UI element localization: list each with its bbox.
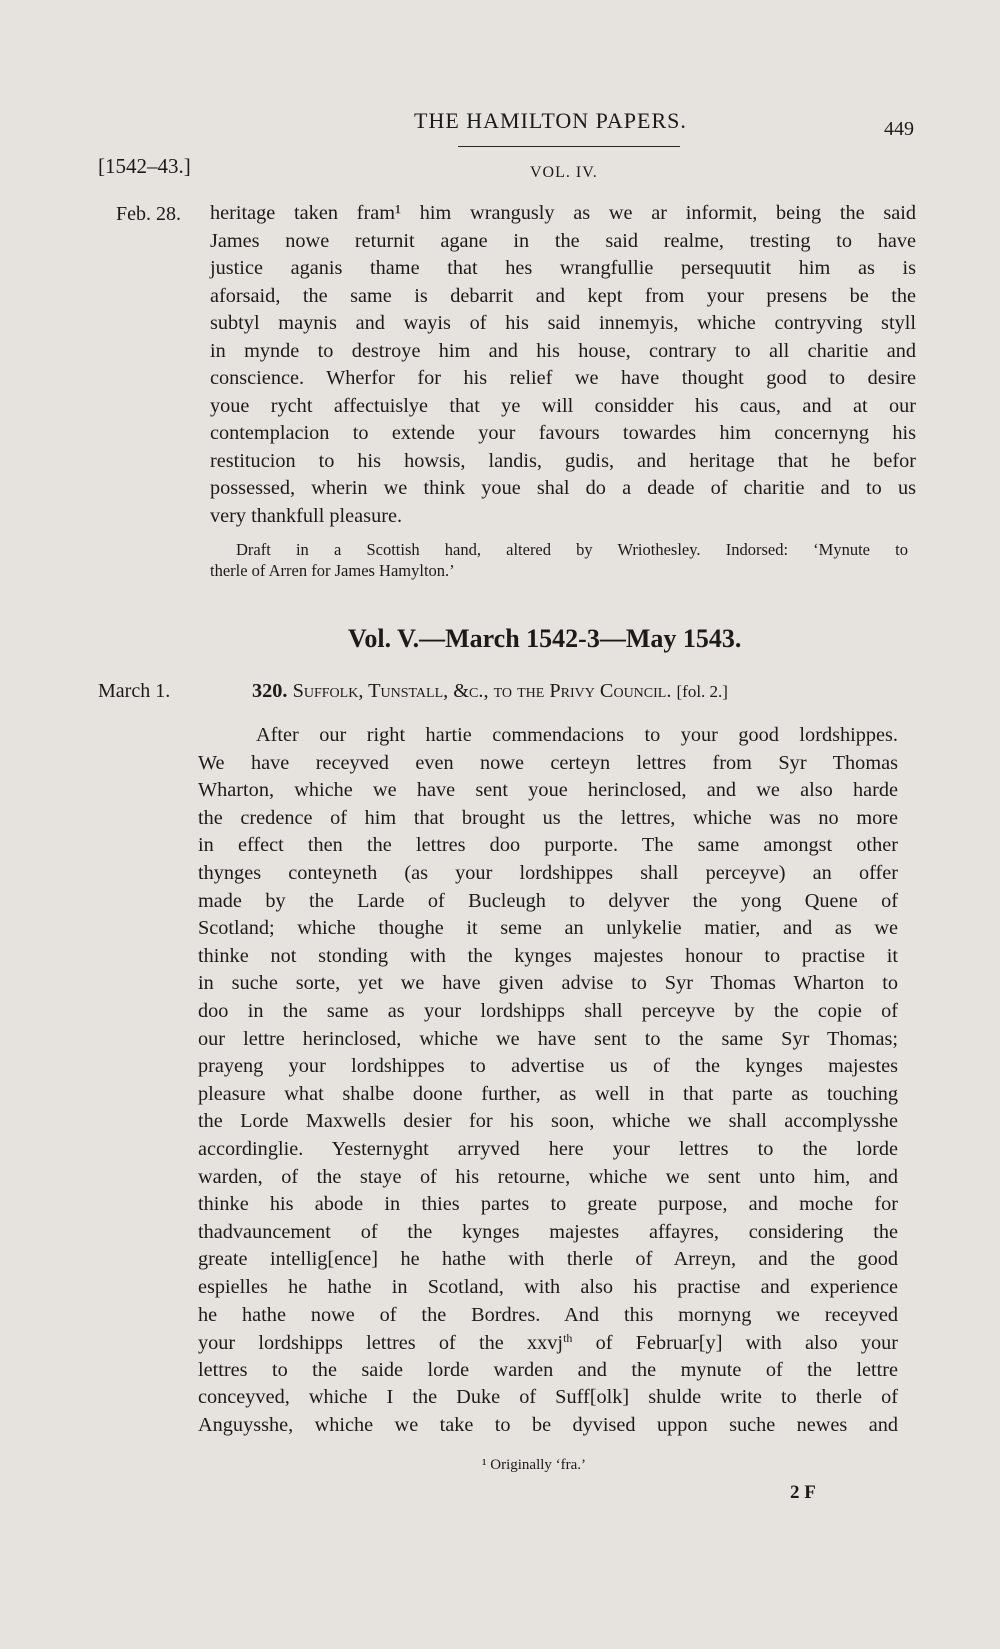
entry1-note-line: therle of Arren for James Hamylton.’ <box>210 560 455 580</box>
entry2-line: doo in the same as your lordshipps shall perceyve by the copie of <box>198 1000 898 1022</box>
entry2-line: in effect then the lettres doo purporte. The same amongst other <box>198 834 898 857</box>
entry1-line: possessed, wherin we think youe shal do a deade of charitie and to us <box>210 477 916 499</box>
entry1-line: heritage taken fram¹ him wrangusly as we ar informit, being the said <box>210 202 916 224</box>
entry2-date: March 1. <box>98 680 171 702</box>
entry2-line: greate intellig[ence] he hathe with therle of Arreyn, and the good <box>198 1248 898 1271</box>
entry2-line: accordinglie. Yesternyght arryved here your lettres to the lorde <box>198 1138 898 1160</box>
volume-label: VOL. IV. <box>530 164 598 181</box>
running-title: THE HAMILTON PAPERS. <box>414 108 687 133</box>
entry2-line: the Lorde Maxwells desier for his soon, whiche we shall accomplysshe <box>198 1110 898 1133</box>
entry2-line: made by the Larde of Bucleugh to delyver the yong Quene of <box>198 889 898 912</box>
entry2-line: Scotland; whiche thoughe it seme an unlykelie matier, and as we <box>198 917 898 940</box>
signature-mark: 2 F <box>790 1482 816 1503</box>
entry2-line: We have receyved even nowe certeyn lettres from Syr Thomas <box>198 751 898 774</box>
entry1-line: in mynde to destroye him and his house, contrary to all charitie and <box>210 339 916 362</box>
entry1-line: aforsaid, the same is debarrit and kept from your presens be the <box>210 284 916 307</box>
entry2-line: the credence of him that brought us the lettres, whiche was no more <box>198 806 898 829</box>
title-rule <box>458 146 680 147</box>
entry2-line: thinke not stonding with the kynges majestes honour to practise it <box>198 944 898 967</box>
entry1-line: youe rycht affectuislye that ye will considder his caus, and at our <box>210 394 916 417</box>
letter-heading <box>252 680 728 703</box>
entry2-line: our lettre herinclosed, whiche we have sent to the same Syr Thomas; <box>198 1027 898 1050</box>
entry2-line: your lordshipps lettres of the xxvj$^{th}$ of Februar[y] with also your <box>198 1331 899 1355</box>
entry1-line: contemplacion to extende your favours towardes him concernyng his <box>210 422 916 444</box>
entry2-line: he hathe nowe of the Bordres. And this mornyng we receyved <box>198 1303 898 1326</box>
entry2-line: Anguysshe, whiche we take to be dyvised uppon suche newes and <box>198 1414 898 1436</box>
year-range: [1542–43.] <box>98 154 191 178</box>
footnote: ¹ Originally ‘fra.’ <box>482 1457 587 1473</box>
entry2-line: thynges conteyneth (as your lordshippes shall perceyve) an offer <box>198 862 898 884</box>
letter-title: Suffolk, Tunstall, &c., to the Privy Council. <box>292 680 672 702</box>
entry1-line: subtyl maynis and wayis of his said innemyis, whiche contryving styll <box>210 312 916 334</box>
entry2-line: prayeng your lordshippes to advertise us of the kynges majestes <box>198 1055 898 1078</box>
entry2-line: thadvauncement of the kynges majestes affayres, considering the <box>198 1220 898 1243</box>
entry1-line: conscience. Wherfor for his relief we have thought good to desire <box>210 367 916 389</box>
entry2-line: warden, of the staye of his retourne, whiche we sent unto him, and <box>198 1165 898 1188</box>
entry2-line: in suche sorte, yet we have given advise to Syr Thomas Wharton to <box>198 972 898 995</box>
entry1-line: very thankfull pleasure. <box>210 504 403 527</box>
entry1-line: James nowe returnit agane in the said realme, tresting to have <box>210 229 916 252</box>
entry2-line: lettres to the saide lorde warden and the mynute of the lettre <box>198 1358 898 1381</box>
entry2-line: conceyved, whiche I the Duke of Suff[olk] shulde write to therle of <box>198 1386 898 1409</box>
section-heading: Vol. V.—March 1542-3—May 1543. <box>348 624 742 653</box>
entry2-line: espielles he hathe in Scotland, with also his practise and experience <box>198 1276 898 1298</box>
folio-reference: [fol. 2.] <box>676 682 728 701</box>
entry2-line: thinke his abode in thies partes to greate purpose, and moche for <box>198 1193 898 1216</box>
entry2-line: After our right hartie commendacions to your good lordshippes. <box>256 724 898 746</box>
entry2-line: Wharton, whiche we have sent youe herinclosed, and we also harde <box>198 779 898 802</box>
entry1-date: Feb. 28. <box>116 203 181 225</box>
entry2-line: pleasure what shalbe doone further, as well in that parte as touching <box>198 1082 898 1105</box>
entry1-line: restitucion to his howsis, landis, gudis, and heritage that he befor <box>210 449 916 472</box>
entry1-note-line: Draft in a Scottish hand, altered by Wriothesley. Indorsed: ‘Mynute to <box>236 540 908 559</box>
entry1-line: justice aganis thame that hes wrangfullie persequutit him as is <box>210 257 916 279</box>
letter-number: 320. <box>252 680 288 702</box>
page-number: 449 <box>884 118 914 140</box>
